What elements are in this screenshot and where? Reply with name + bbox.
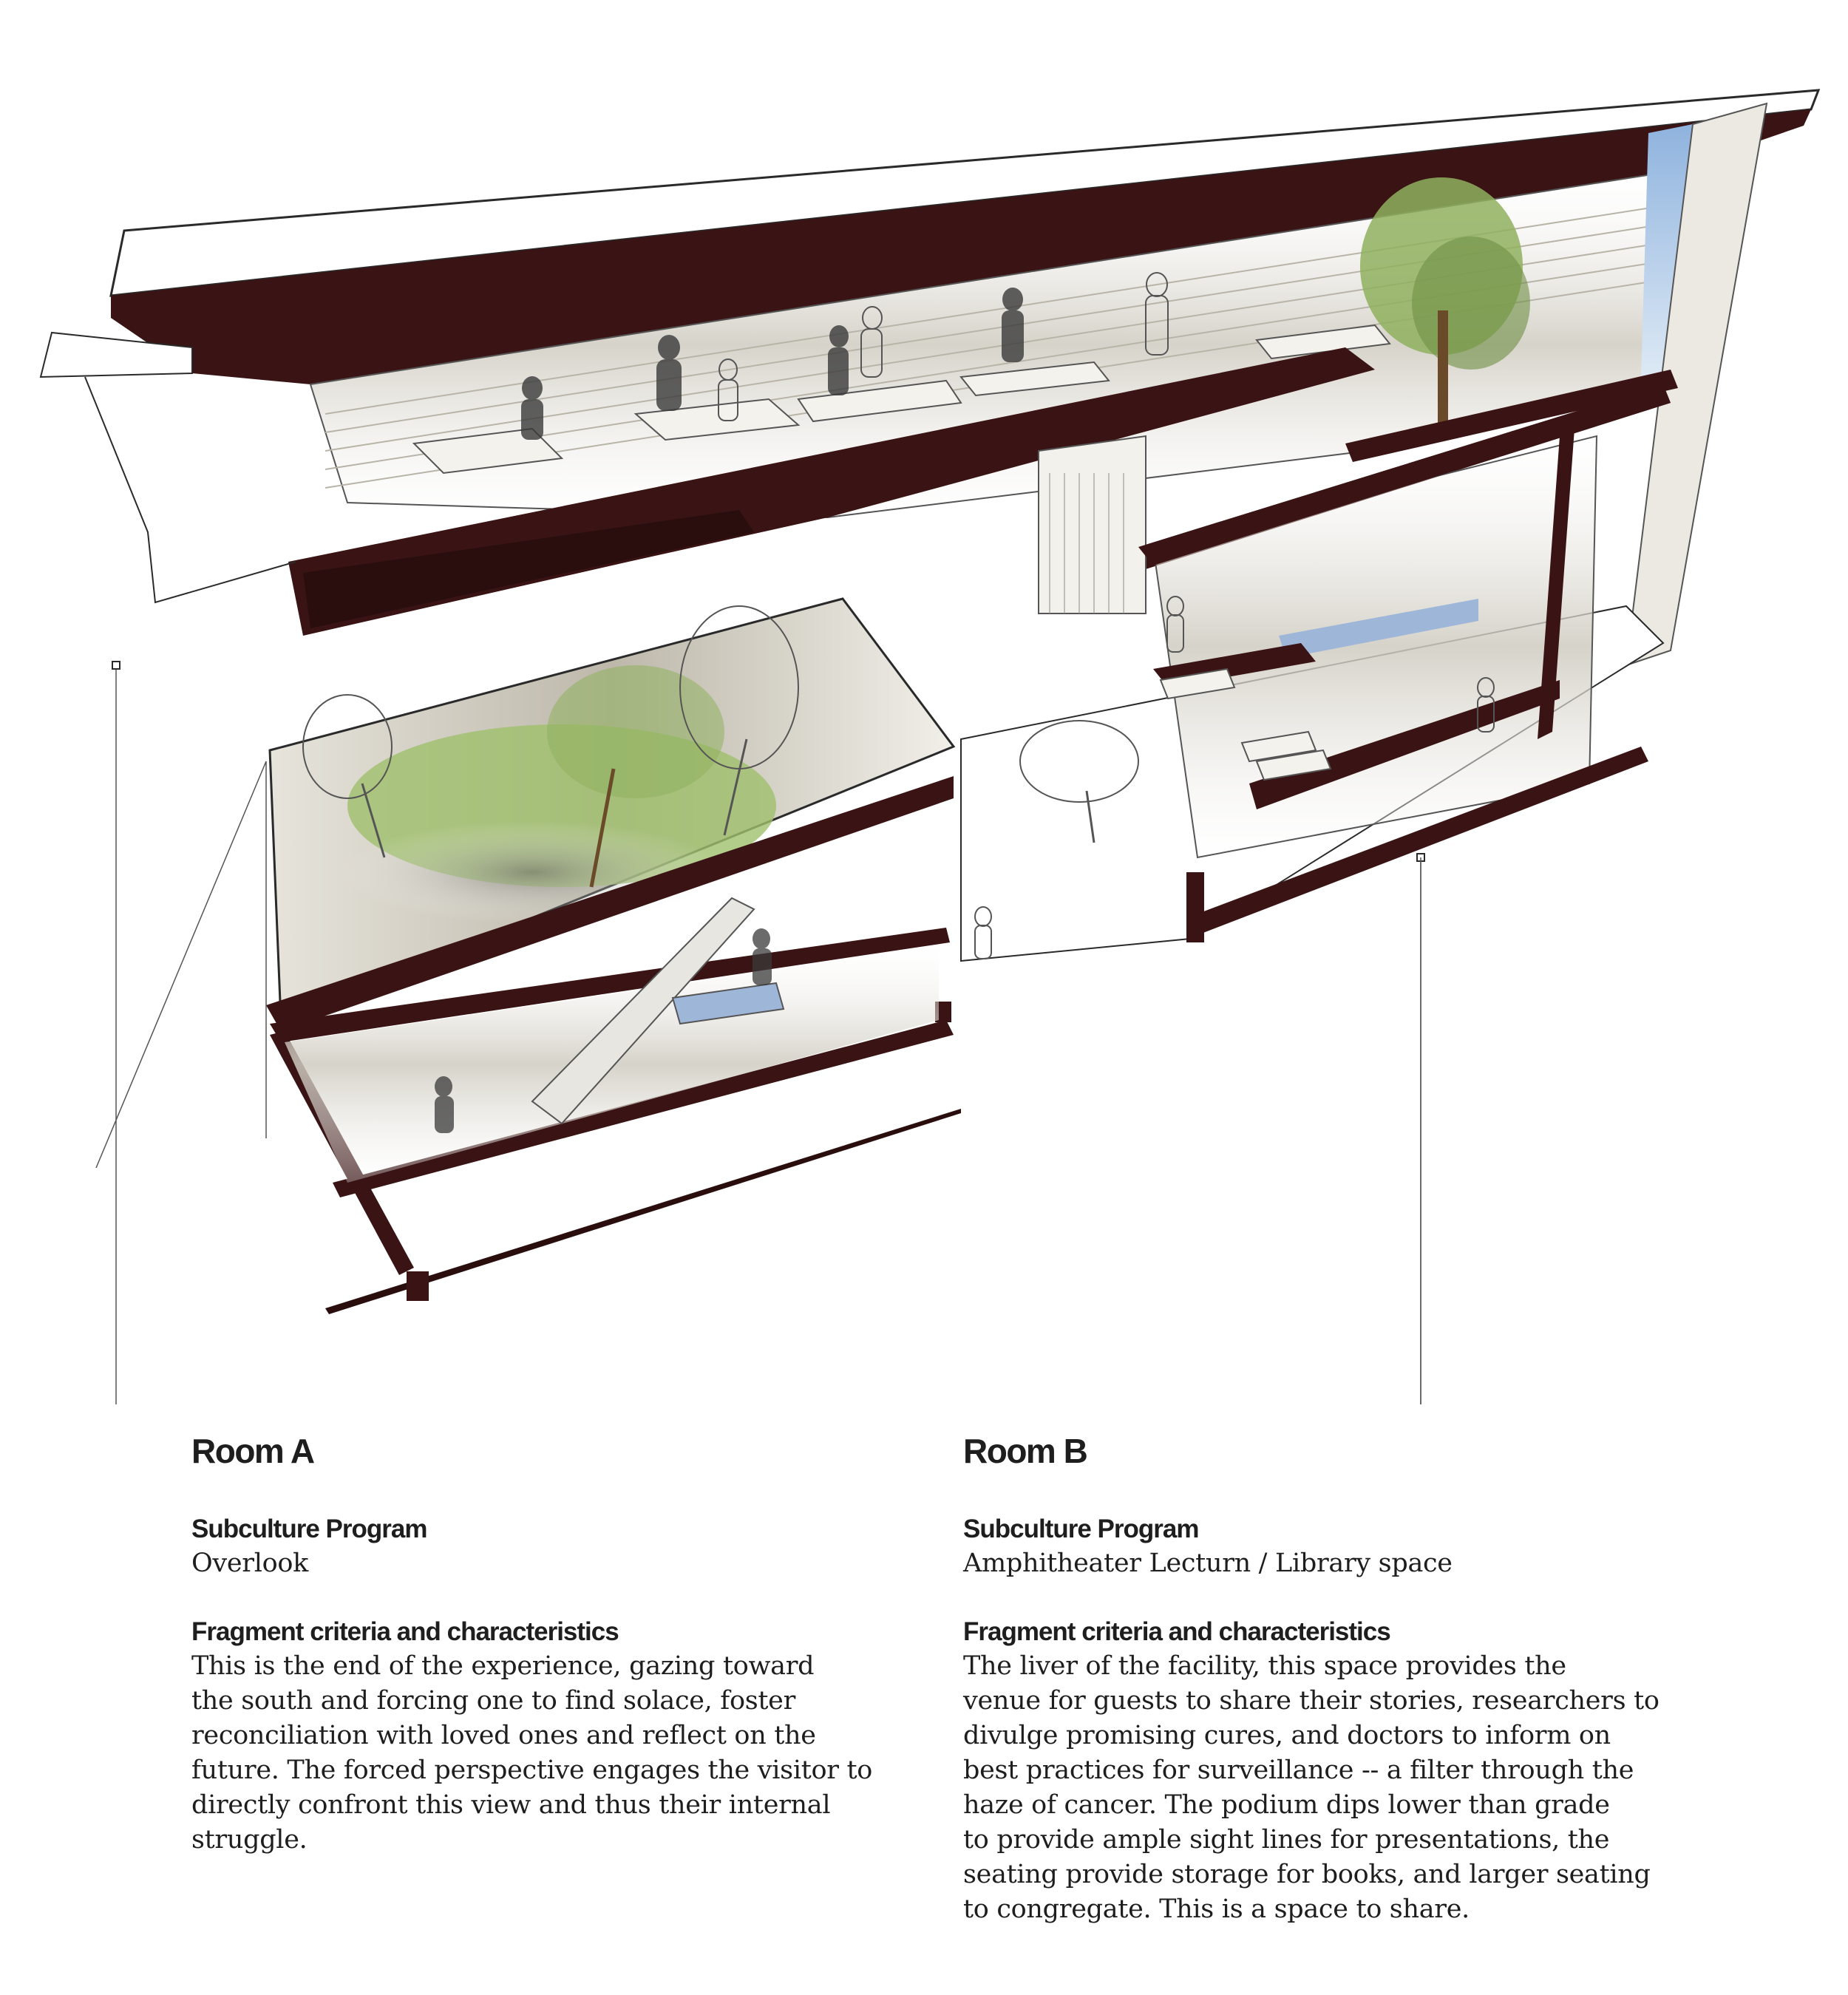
room-a-criteria-line: This is the end of the experience, gazing toward bbox=[191, 1651, 815, 1681]
room-b-criteria-heading: Fragment criteria and characteristics bbox=[963, 1617, 1390, 1646]
room-a-title: Room A bbox=[191, 1432, 314, 1470]
room-a-program-value: Overlook bbox=[191, 1549, 309, 1578]
room-b-criteria-line: to congregate. This is a space to share. bbox=[963, 1894, 1470, 1924]
room-b-criteria-line: haze of cancer. The podium dips lower than grade bbox=[963, 1790, 1610, 1820]
room-b-program-heading: Subculture Program bbox=[963, 1515, 1199, 1543]
room-a-criteria-line: directly confront this view and thus their internal bbox=[191, 1790, 831, 1820]
room-a-criteria-body bbox=[191, 1649, 931, 1858]
room-b-screen-wall bbox=[1039, 436, 1146, 614]
room-b-criteria-line: best practices for surveillance -- a filter through the bbox=[963, 1756, 1634, 1785]
room-b-criteria-line: to provide ample sight lines for presentations, the bbox=[963, 1825, 1610, 1855]
room-b-criteria-line: divulge promising cures, and doctors to inform on bbox=[963, 1721, 1611, 1750]
room-b-program-value: Amphitheater Lecturn / Library space bbox=[963, 1549, 1453, 1578]
room-b-criteria-body bbox=[963, 1649, 1702, 1927]
room-a-criteria-line: struggle. bbox=[191, 1825, 308, 1855]
room-a-fragment bbox=[96, 599, 961, 1314]
room-b-fragment bbox=[961, 384, 1671, 1404]
room-a-program-heading: Subculture Program bbox=[191, 1515, 427, 1543]
room-a-leader-marker bbox=[112, 662, 120, 669]
room-a-criteria-line: future. The forced perspective engages the visitor to bbox=[191, 1756, 873, 1785]
room-a-description bbox=[191, 1434, 931, 1858]
room-a-projection-lines bbox=[96, 761, 266, 1168]
room-b-footing bbox=[1186, 872, 1204, 942]
room-a-criteria-line: reconciliation with loved ones and reflect on the bbox=[191, 1721, 816, 1750]
underside-outline bbox=[85, 377, 296, 602]
room-b-criteria-line: venue for guests to share their stories, researchers to bbox=[963, 1686, 1660, 1716]
room-b-description bbox=[963, 1434, 1702, 1927]
room-b-criteria-line: The liver of the facility, this space provides the bbox=[963, 1651, 1566, 1681]
room-a-footing bbox=[407, 1271, 429, 1301]
room-b-criteria-line: seating provide storage for books, and larger seating bbox=[963, 1860, 1651, 1889]
room-a-criteria-heading: Fragment criteria and characteristics bbox=[191, 1617, 619, 1646]
room-a-criteria-line: the south and forcing one to find solace, foster bbox=[191, 1686, 796, 1716]
room-b-title: Room B bbox=[963, 1432, 1087, 1470]
